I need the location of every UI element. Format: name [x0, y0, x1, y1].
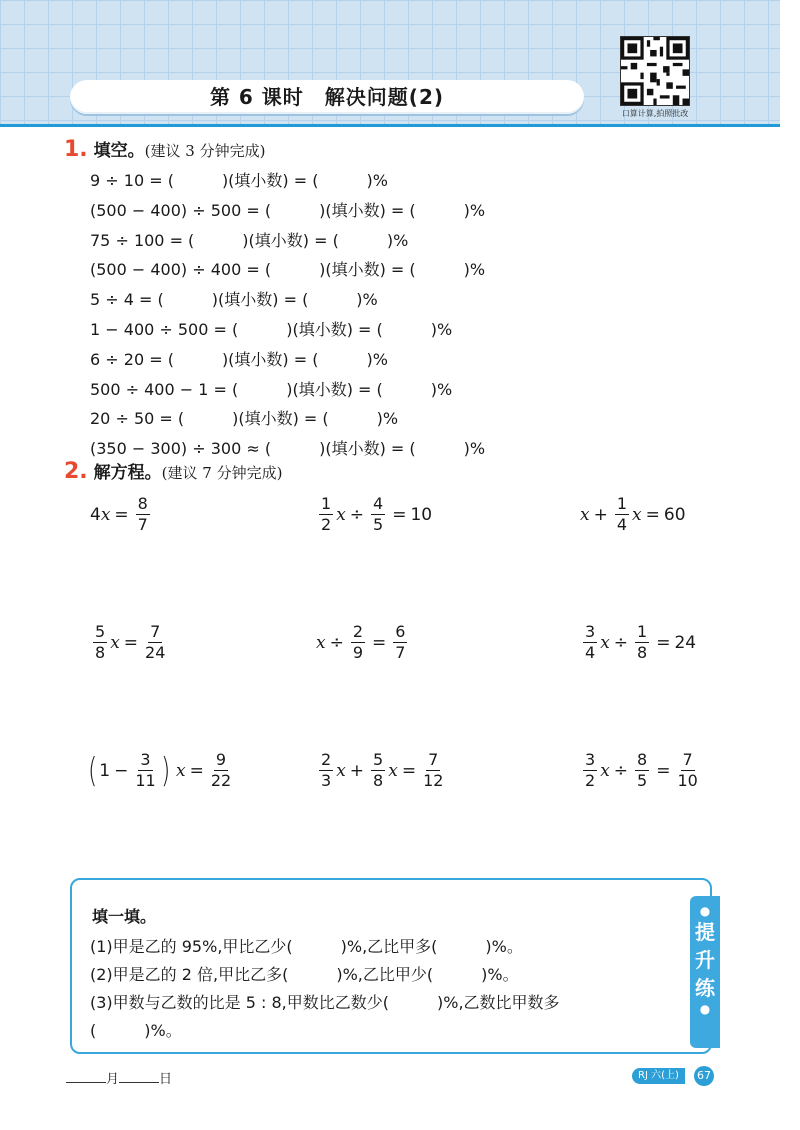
fill-blank-line[interactable]: 1 − 400 ÷ 500 = ( )(填小数) = ( )% — [90, 319, 453, 339]
numerator: 8 — [137, 494, 148, 513]
numerator: 2 — [321, 750, 332, 769]
equation-6[interactable]: $\frac{3}{4}$ x ÷ $\frac{1}{8}$ = 24 — [585, 622, 697, 662]
equation-7[interactable]: ( 1 − $\frac{3}{11}$ ) x = $\frac{9}{22}$ — [87, 750, 232, 791]
practice-line[interactable]: (1)甲是乙的 95%,甲比乙少( )%,乙比甲多( )%。 — [90, 937, 523, 956]
practice-line[interactable]: (3)甲数与乙数的比是 5 : 8,甲数比乙数少( )%,乙数比甲数多 — [90, 993, 560, 1012]
rhs: 24 — [674, 632, 697, 653]
numerator: 4 — [373, 494, 384, 513]
fill-blank-line[interactable]: 500 ÷ 400 − 1 = ( )(填小数) = ( )% — [90, 379, 453, 399]
fill-blank-line[interactable]: 9 ÷ 10 = ( )(填小数) = ( )% — [90, 171, 388, 190]
practice-box — [70, 878, 712, 1054]
dot-icon: ● — [699, 1002, 711, 1016]
denominator: 10 — [677, 771, 698, 790]
equation-8[interactable]: $\frac{2}{3}$ x + $\frac{5}{8}$ x = $\frac{7}{12}$ — [321, 750, 444, 790]
fill-blank-line[interactable]: 75 ÷ 100 = ( )(填小数) = ( )% — [90, 230, 409, 250]
rhs: 60 — [663, 504, 686, 525]
page-number: 67 — [694, 1066, 714, 1086]
qr-code-icon[interactable] — [620, 36, 690, 106]
month-blank[interactable] — [66, 1070, 106, 1083]
section2-number: 2. — [64, 459, 88, 484]
equation-3[interactable]: x + $\frac{1}{4}$ x = 60 — [580, 494, 686, 534]
equation-9[interactable]: $\frac{3}{2}$ x ÷ $\frac{8}{5}$ = $\frac{7}{10}$ — [585, 750, 698, 790]
edition-badge: RJ 六(上) — [632, 1068, 685, 1084]
tab-char: 提 — [695, 920, 715, 944]
denominator: 24 — [145, 643, 166, 662]
denominator: 7 — [395, 643, 406, 662]
fill-blank-line[interactable]: 20 ÷ 50 = ( )(填小数) = ( )% — [90, 409, 399, 429]
section2-note: (建议 7 分钟完成) — [161, 464, 283, 482]
practice-line[interactable]: (2)甲是乙的 2 倍,甲比乙多( )%,乙比甲少( )%。 — [90, 965, 519, 984]
numerator: 6 — [395, 622, 406, 641]
denominator: 5 — [373, 515, 384, 534]
denominator: 3 — [321, 771, 332, 790]
month-label: 月 — [106, 1072, 120, 1087]
denominator: 8 — [373, 771, 384, 790]
equation-5[interactable]: x ÷ $\frac{2}{9}$ = $\frac{6}{7}$ — [316, 622, 406, 662]
denominator: 12 — [423, 771, 444, 790]
practice-side-tab — [690, 896, 720, 1048]
equation-1[interactable]: 4 x = $\frac{8}{7}$ — [90, 494, 148, 534]
numerator: 7 — [150, 622, 161, 641]
lesson-title: 第 6 课时 解决问题(2) — [70, 80, 584, 114]
fill-blank-line[interactable]: (500 − 400) ÷ 500 = ( )(填小数) = ( )% — [90, 200, 486, 220]
dot-icon: ● — [699, 904, 711, 918]
numerator: 1 — [616, 494, 628, 513]
rhs: 10 — [410, 504, 433, 525]
numerator: 3 — [585, 750, 596, 769]
section1-number: 1. — [64, 137, 88, 162]
numerator: 8 — [637, 750, 648, 769]
denominator: 7 — [137, 515, 148, 534]
section1-header — [64, 136, 265, 162]
denominator: 9 — [352, 643, 364, 662]
date-line — [66, 1068, 172, 1087]
coef: 4 — [90, 504, 101, 525]
denominator: 5 — [637, 771, 648, 790]
numerator: 7 — [682, 750, 693, 769]
day-blank[interactable] — [119, 1070, 159, 1083]
fill-blank-list — [90, 166, 485, 464]
denominator: 8 — [95, 643, 106, 662]
denominator: 4 — [616, 515, 628, 534]
denominator: 22 — [210, 771, 232, 790]
fill-blank-line[interactable]: (350 − 300) ÷ 300 ≈ ( )(填小数) = ( )% — [90, 439, 486, 459]
denominator: 11 — [135, 771, 156, 790]
numerator: 3 — [140, 750, 151, 769]
numerator: 1 — [637, 622, 648, 641]
numerator: 7 — [428, 750, 439, 769]
numerator: 2 — [352, 622, 364, 641]
qr-caption: 口算计算,拍照批改 — [621, 109, 689, 118]
section1-title: 填空。 — [93, 141, 145, 161]
tab-char: 升 — [695, 948, 715, 972]
practice-title: 填一填。 — [92, 907, 157, 926]
numerator: 9 — [215, 750, 227, 769]
section2-title: 解方程。 — [93, 463, 162, 483]
denominator: 2 — [585, 771, 596, 790]
denominator: 8 — [637, 643, 648, 662]
equation-2[interactable]: $\frac{1}{2}$ x ÷ $\frac{4}{5}$ = 10 — [321, 494, 433, 534]
section1-note: (建议 3 分钟完成) — [144, 142, 266, 160]
numerator: 5 — [95, 622, 106, 641]
numerator: 1 — [321, 494, 332, 513]
one: 1 — [99, 760, 111, 781]
numerator: 5 — [373, 750, 384, 769]
numerator: 3 — [585, 622, 596, 641]
denominator: 2 — [321, 515, 332, 534]
equation-4[interactable]: $\frac{5}{8}$ x = $\frac{7}{24}$ — [95, 622, 166, 662]
denominator: 4 — [585, 643, 596, 662]
section2-header — [64, 458, 282, 484]
fill-blank-line[interactable]: (500 − 400) ÷ 400 = ( )(填小数) = ( )% — [90, 260, 486, 280]
fill-blank-line[interactable]: 5 ÷ 4 = ( )(填小数) = ( )% — [90, 290, 378, 310]
practice-line[interactable]: ( )%。 — [90, 1021, 182, 1040]
fill-blank-line[interactable]: 6 ÷ 20 = ( )(填小数) = ( )% — [90, 349, 388, 369]
tab-char: 练 — [695, 976, 715, 1000]
day-label: 日 — [159, 1072, 173, 1087]
